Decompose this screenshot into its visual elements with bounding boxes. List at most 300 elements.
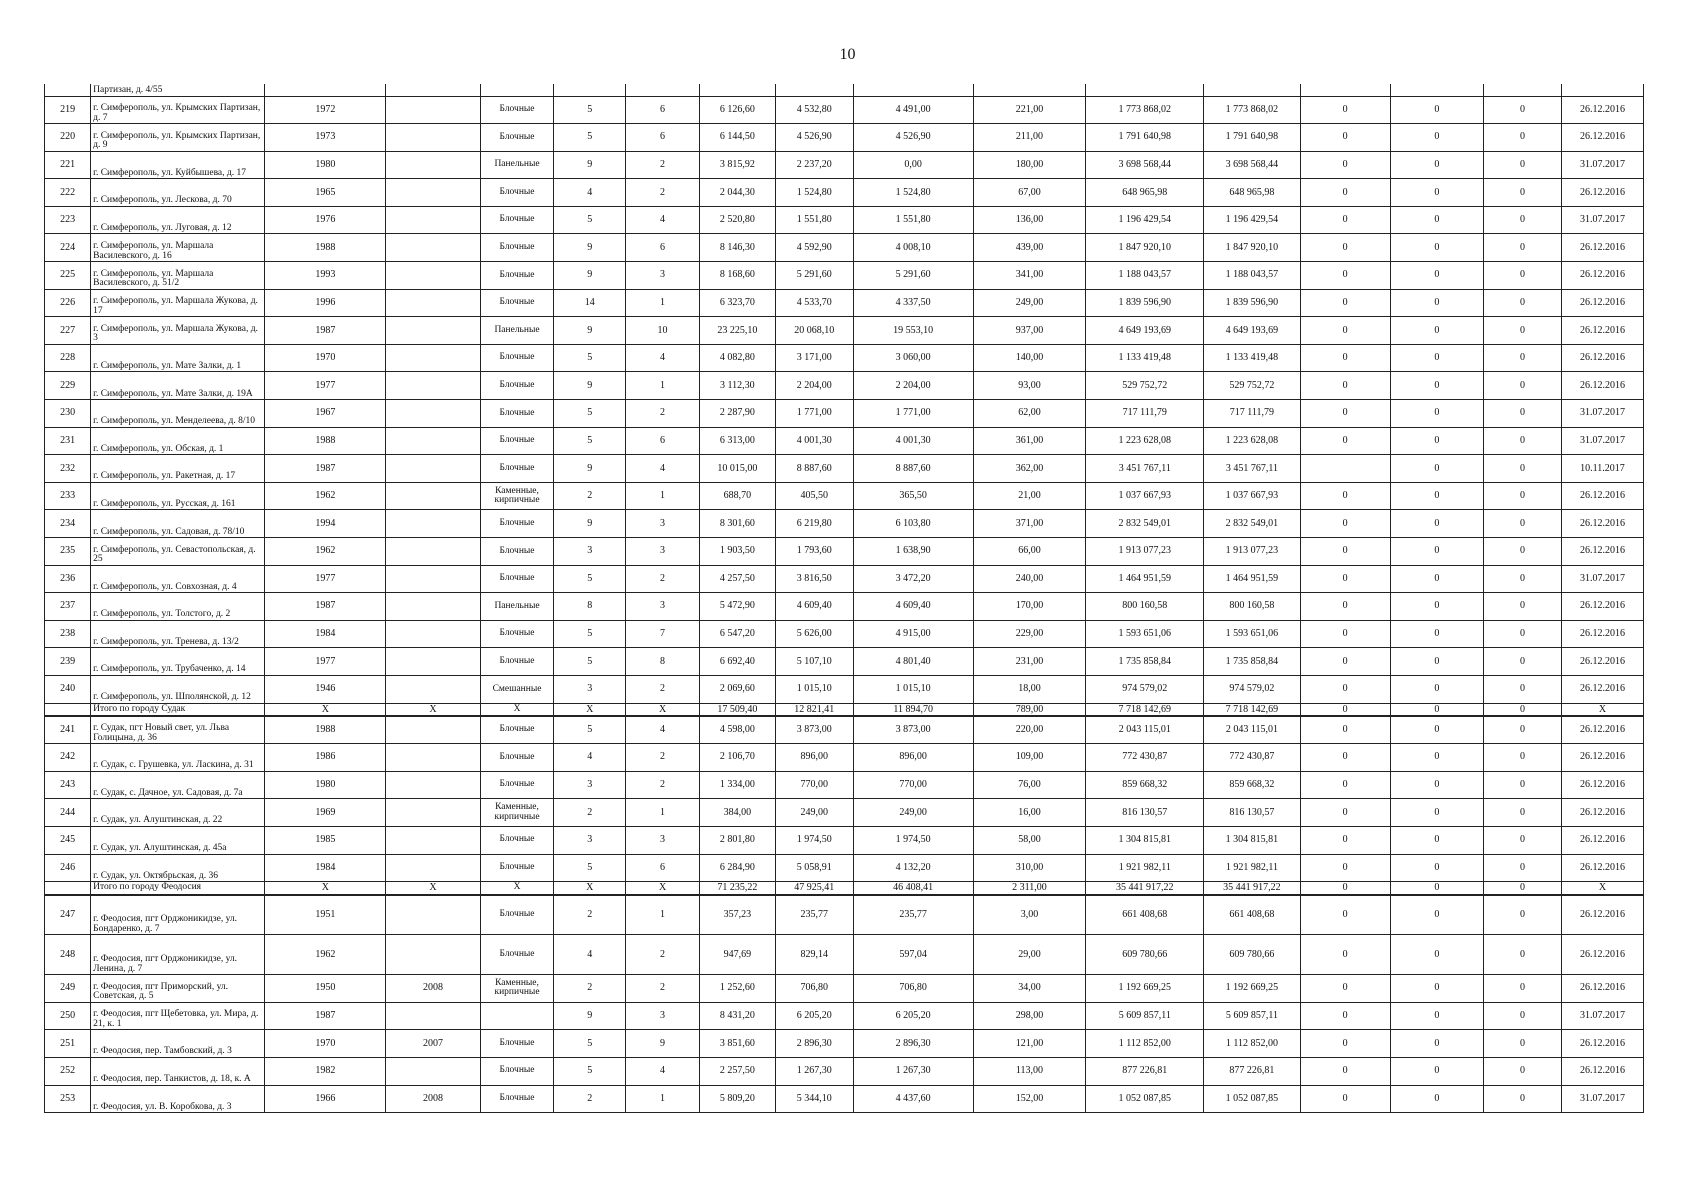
residents-cell: 16,00 [973, 799, 1086, 827]
row-number-cell: 227 [45, 317, 91, 345]
row-number-cell: 250 [45, 1002, 91, 1030]
residential-area-cell: 6 219,80 [775, 510, 853, 538]
address-cell: г. Симферополь, ул. Маршала Василевского, д. 16 [91, 234, 265, 262]
republic-funds-cell: 0 [1390, 151, 1483, 179]
entrances-cell: 2 [626, 151, 700, 179]
address-cell: г. Симферополь, ул. Куйбышева, д. 17 [91, 151, 265, 179]
local-funds-cell: 0 [1484, 510, 1562, 538]
residential-area-cell: 1 771,00 [775, 400, 853, 428]
residential-area-cell: 5 107,10 [775, 648, 853, 676]
overhaul-year-cell: X [386, 703, 480, 716]
total-cost-cell: 717 111,79 [1086, 400, 1204, 428]
residents-cell: 66,00 [973, 538, 1086, 566]
total-area-cell: 384,00 [699, 799, 775, 827]
owned-area-cell: 4 437,60 [853, 1085, 973, 1113]
owned-area-cell: 2 896,30 [853, 1030, 973, 1058]
commission-year-cell: 1988 [265, 716, 386, 744]
completion-date-cell: 26.12.2016 [1561, 317, 1643, 345]
federal-funds-cell: 0 [1300, 935, 1390, 975]
local-funds-cell: 0 [1484, 648, 1562, 676]
completion-date-cell: X [1561, 882, 1643, 895]
republic-funds-cell: 0 [1390, 234, 1483, 262]
row-number-cell: 241 [45, 716, 91, 744]
row-number-cell: 247 [45, 895, 91, 935]
floors-cell: 9 [554, 151, 626, 179]
federal-funds-cell: 0 [1300, 716, 1390, 744]
total-area-cell: 1 252,60 [699, 975, 775, 1003]
table-row [45, 234, 1644, 262]
residential-area-cell: 3 873,00 [775, 716, 853, 744]
overhaul-year-cell [386, 1002, 480, 1030]
federal-funds-cell: 0 [1300, 975, 1390, 1003]
local-funds-cell: 0 [1484, 455, 1562, 483]
overhaul-year-cell: 2008 [386, 1085, 480, 1113]
residential-area-cell: 6 205,20 [775, 1002, 853, 1030]
commission-year-cell: 1987 [265, 593, 386, 621]
commission-year-cell: 1987 [265, 1002, 386, 1030]
commission-year-cell: 1967 [265, 400, 386, 428]
floors-cell: 9 [554, 317, 626, 345]
residents-cell: 67,00 [973, 179, 1086, 207]
row-number-cell: 230 [45, 400, 91, 428]
republic-funds-cell: 0 [1390, 1002, 1483, 1030]
republic-funds-cell: 0 [1390, 206, 1483, 234]
wall-material-cell: Блочные [480, 289, 554, 317]
residents-cell: 18,00 [973, 675, 1086, 703]
republic-funds-cell: 0 [1390, 427, 1483, 455]
address-cell: г. Симферополь, ул. Тренева, д. 13/2 [91, 620, 265, 648]
total-area-cell: 6 284,90 [699, 854, 775, 882]
address-cell: г. Симферополь, ул. Шполянской, д. 12 [91, 675, 265, 703]
federal-funds-cell: 0 [1300, 675, 1390, 703]
commission-year-cell: 1985 [265, 826, 386, 854]
residential-area-cell: 2 237,20 [775, 151, 853, 179]
regional-fund-cell: 1 773 868,02 [1204, 96, 1300, 124]
local-funds-cell: 0 [1484, 289, 1562, 317]
address-cell: г. Симферополь, ул. Трубаченко, д. 14 [91, 648, 265, 676]
local-funds-cell: 0 [1484, 703, 1562, 716]
owned-area-cell: 0,00 [853, 151, 973, 179]
residents-cell: 310,00 [973, 854, 1086, 882]
total-area-cell: 8 146,30 [699, 234, 775, 262]
residents-cell: 113,00 [973, 1057, 1086, 1085]
entrances-cell: 1 [626, 799, 700, 827]
entrances-cell: 9 [626, 1030, 700, 1058]
local-funds-cell: 0 [1484, 1085, 1562, 1113]
address-cell: Итого по городу Судак [91, 703, 265, 716]
wall-material-cell: Блочные [480, 1085, 554, 1113]
overhaul-year-cell [386, 482, 480, 510]
owned-area-cell: 1 524,80 [853, 179, 973, 207]
overhaul-year-cell [386, 935, 480, 975]
wall-material-cell: Блочные [480, 620, 554, 648]
total-area-cell: 4 082,80 [699, 344, 775, 372]
residents-cell: 341,00 [973, 262, 1086, 290]
row-number-cell: 239 [45, 648, 91, 676]
overhaul-year-cell [386, 262, 480, 290]
regional-fund-cell: 609 780,66 [1204, 935, 1300, 975]
wall-material-cell: Блочные [480, 744, 554, 772]
wall-material-cell: Блочные [480, 648, 554, 676]
floors-cell: 4 [554, 179, 626, 207]
federal-funds-cell: 0 [1300, 593, 1390, 621]
total-area-cell: 3 851,60 [699, 1030, 775, 1058]
row-number-cell: 231 [45, 427, 91, 455]
overhaul-year-cell [386, 455, 480, 483]
republic-funds-cell: 0 [1390, 895, 1483, 935]
table-row [45, 593, 1644, 621]
floors-cell: 3 [554, 538, 626, 566]
address-cell: г. Симферополь, ул. Менделеева, д. 8/10 [91, 400, 265, 428]
total-cost-cell: 1 196 429,54 [1086, 206, 1204, 234]
floors-cell: 2 [554, 799, 626, 827]
owned-area-cell: 3 060,00 [853, 344, 973, 372]
local-funds-cell: 0 [1484, 895, 1562, 935]
address-cell: г. Симферополь, ул. Маршала Жукова, д. 17 [91, 289, 265, 317]
regional-fund-cell: 1 839 596,90 [1204, 289, 1300, 317]
residential-area-cell: 4 526,90 [775, 124, 853, 152]
republic-funds-cell: 0 [1390, 771, 1483, 799]
commission-year-cell: 1951 [265, 895, 386, 935]
local-funds-cell: 0 [1484, 935, 1562, 975]
local-funds-cell: 0 [1484, 482, 1562, 510]
completion-date-cell: 26.12.2016 [1561, 799, 1643, 827]
row-number-cell: 233 [45, 482, 91, 510]
row-number-cell: 220 [45, 124, 91, 152]
residential-area-cell: 1 551,80 [775, 206, 853, 234]
table-row [45, 565, 1644, 593]
overhaul-year-cell [386, 179, 480, 207]
table-row [45, 1057, 1644, 1085]
completion-date-cell: 31.07.2017 [1561, 427, 1643, 455]
address-cell: г. Симферополь, ул. Мате Залки, д. 1 [91, 344, 265, 372]
total-cost-cell: 1 133 419,48 [1086, 344, 1204, 372]
owned-area-cell: 706,80 [853, 975, 973, 1003]
wall-material-cell: Блочные [480, 372, 554, 400]
completion-date-cell: 26.12.2016 [1561, 648, 1643, 676]
regional-fund-cell: 1 223 628,08 [1204, 427, 1300, 455]
address-cell: г. Феодосия, пгт Щебетовка, ул. Мира, д. 21, к. 1 [91, 1002, 265, 1030]
entrances-cell: 1 [626, 289, 700, 317]
republic-funds-cell: 0 [1390, 593, 1483, 621]
row-number-cell: 253 [45, 1085, 91, 1113]
completion-date-cell: 10.11.2017 [1561, 455, 1643, 483]
floors-cell: 5 [554, 400, 626, 428]
entrances-cell: 4 [626, 1057, 700, 1085]
wall-material-cell: Блочные [480, 935, 554, 975]
overhaul-year-cell: X [386, 882, 480, 895]
row-number-cell [45, 882, 91, 895]
table-row [45, 151, 1644, 179]
table-row [45, 372, 1644, 400]
federal-funds-cell: 0 [1300, 344, 1390, 372]
total-cost-cell: 1 735 858,84 [1086, 648, 1204, 676]
commission-year-cell: 1962 [265, 935, 386, 975]
floors-cell: 2 [554, 975, 626, 1003]
total-cost-cell: 1 791 640,98 [1086, 124, 1204, 152]
table-row [45, 799, 1644, 827]
commission-year-cell: 1970 [265, 344, 386, 372]
local-funds-cell: 0 [1484, 344, 1562, 372]
owned-area-cell: 4 001,30 [853, 427, 973, 455]
wall-material-cell: Блочные [480, 771, 554, 799]
floors-cell: 5 [554, 1030, 626, 1058]
overhaul-year-cell: 2007 [386, 1030, 480, 1058]
federal-funds-cell: 0 [1300, 1057, 1390, 1085]
owned-area-cell: 4 132,20 [853, 854, 973, 882]
overhaul-year-cell [386, 124, 480, 152]
total-cost-cell: 1 913 077,23 [1086, 538, 1204, 566]
republic-funds-cell: 0 [1390, 124, 1483, 152]
residents-cell: 220,00 [973, 716, 1086, 744]
completion-date-cell: 26.12.2016 [1561, 771, 1643, 799]
local-funds-cell: 0 [1484, 179, 1562, 207]
overhaul-year-cell [386, 675, 480, 703]
total-cost-cell: 5 609 857,11 [1086, 1002, 1204, 1030]
address-cell: г. Феодосия, пгт Орджоникидзе, ул. Бондаренко, д. 7 [91, 895, 265, 935]
federal-funds-cell: 0 [1300, 771, 1390, 799]
table-row [45, 716, 1644, 744]
regional-fund-cell: 1 304 815,81 [1204, 826, 1300, 854]
local-funds-cell: 0 [1484, 854, 1562, 882]
entrances-cell: 3 [626, 262, 700, 290]
republic-funds-cell: 0 [1390, 826, 1483, 854]
residential-area-cell: 47 925,41 [775, 882, 853, 895]
address-cell: г. Симферополь, ул. Маршала Василевского, д. 51/2 [91, 262, 265, 290]
regional-fund-cell: 661 408,68 [1204, 895, 1300, 935]
overhaul-year-cell [386, 799, 480, 827]
total-cost-cell: 3 698 568,44 [1086, 151, 1204, 179]
owned-area-cell: 1 015,10 [853, 675, 973, 703]
republic-funds-cell: 0 [1390, 510, 1483, 538]
regional-fund-cell: 7 718 142,69 [1204, 703, 1300, 716]
completion-date-cell: 26.12.2016 [1561, 935, 1643, 975]
republic-funds-cell: 0 [1390, 935, 1483, 975]
total-cost-cell: 609 780,66 [1086, 935, 1204, 975]
owned-area-cell: 4 801,40 [853, 648, 973, 676]
republic-funds-cell: 0 [1390, 744, 1483, 772]
entrances-cell: 4 [626, 716, 700, 744]
regional-fund-cell: 648 965,98 [1204, 179, 1300, 207]
owned-area-cell: 6 103,80 [853, 510, 973, 538]
address-cell: г. Симферополь, ул. Совхозная, д. 4 [91, 565, 265, 593]
republic-funds-cell: 0 [1390, 675, 1483, 703]
total-area-cell: 3 815,92 [699, 151, 775, 179]
regional-fund-cell: 1 112 852,00 [1204, 1030, 1300, 1058]
residents-cell: 240,00 [973, 565, 1086, 593]
republic-funds-cell: 0 [1390, 648, 1483, 676]
floors-cell: 5 [554, 648, 626, 676]
federal-funds-cell: 0 [1300, 151, 1390, 179]
wall-material-cell: Блочные [480, 124, 554, 152]
floors-cell: 5 [554, 96, 626, 124]
federal-funds-cell: 0 [1300, 482, 1390, 510]
row-number-cell: 248 [45, 935, 91, 975]
total-cost-cell: 4 649 193,69 [1086, 317, 1204, 345]
wall-material-cell: Блочные [480, 510, 554, 538]
owned-area-cell: 2 204,00 [853, 372, 973, 400]
table-row [45, 179, 1644, 207]
table-row [45, 771, 1644, 799]
entrances-cell: 2 [626, 400, 700, 428]
completion-date-cell: 26.12.2016 [1561, 372, 1643, 400]
residents-cell: 180,00 [973, 151, 1086, 179]
wall-material-cell: Блочные [480, 1030, 554, 1058]
regional-fund-cell: 717 111,79 [1204, 400, 1300, 428]
residential-area-cell: 5 058,91 [775, 854, 853, 882]
entrances-cell: 3 [626, 538, 700, 566]
floors-cell: 3 [554, 771, 626, 799]
commission-year-cell: 1982 [265, 1057, 386, 1085]
federal-funds-cell: 0 [1300, 1002, 1390, 1030]
republic-funds-cell: 0 [1390, 262, 1483, 290]
floors-cell: 5 [554, 716, 626, 744]
federal-funds-cell: 0 [1300, 799, 1390, 827]
federal-funds-cell: 0 [1300, 620, 1390, 648]
republic-funds-cell: 0 [1390, 344, 1483, 372]
republic-funds-cell: 0 [1390, 400, 1483, 428]
federal-funds-cell: 0 [1300, 1030, 1390, 1058]
address-cell: г. Феодосия, пер. Танкистов, д. 18, к. А [91, 1057, 265, 1085]
table-row [45, 344, 1644, 372]
federal-funds-cell: 0 [1300, 96, 1390, 124]
total-area-cell: 2 069,60 [699, 675, 775, 703]
residential-area-cell: 3 171,00 [775, 344, 853, 372]
residential-area-cell: 2 896,30 [775, 1030, 853, 1058]
regional-fund-cell: 35 441 917,22 [1204, 882, 1300, 895]
completion-date-cell: 26.12.2016 [1561, 96, 1643, 124]
row-number-cell: 242 [45, 744, 91, 772]
address-cell: г. Симферополь, ул. Севастопольская, д. 25 [91, 538, 265, 566]
residential-area-cell: 8 887,60 [775, 455, 853, 483]
floors-cell: 5 [554, 427, 626, 455]
republic-funds-cell: 0 [1390, 1085, 1483, 1113]
entrances-cell: 3 [626, 826, 700, 854]
total-cost-cell: 1 188 043,57 [1086, 262, 1204, 290]
floors-cell: 2 [554, 1085, 626, 1113]
residents-cell: 21,00 [973, 482, 1086, 510]
residents-cell: 249,00 [973, 289, 1086, 317]
total-area-cell: 2 044,30 [699, 179, 775, 207]
local-funds-cell: 0 [1484, 882, 1562, 895]
completion-date-cell: 26.12.2016 [1561, 716, 1643, 744]
total-area-cell: 4 257,50 [699, 565, 775, 593]
wall-material-cell: Блочные [480, 427, 554, 455]
total-area-cell: 8 168,60 [699, 262, 775, 290]
row-number-cell: 236 [45, 565, 91, 593]
federal-funds-cell: 0 [1300, 427, 1390, 455]
overhaul-year-cell [386, 317, 480, 345]
owned-area-cell: 896,00 [853, 744, 973, 772]
republic-funds-cell: 0 [1390, 1030, 1483, 1058]
table-row [45, 400, 1644, 428]
local-funds-cell: 0 [1484, 234, 1562, 262]
total-cost-cell: 35 441 917,22 [1086, 882, 1204, 895]
total-area-cell: 5 809,20 [699, 1085, 775, 1113]
total-area-cell: 3 112,30 [699, 372, 775, 400]
owned-area-cell: 3 472,20 [853, 565, 973, 593]
commission-year-cell: 1946 [265, 675, 386, 703]
row-number-cell: 249 [45, 975, 91, 1003]
residents-cell: 34,00 [973, 975, 1086, 1003]
federal-funds-cell: 0 [1300, 744, 1390, 772]
regional-fund-cell: 2 832 549,01 [1204, 510, 1300, 538]
residential-area-cell: 5 626,00 [775, 620, 853, 648]
total-area-cell: 357,23 [699, 895, 775, 935]
entrances-cell: 2 [626, 935, 700, 975]
row-number-cell: 237 [45, 593, 91, 621]
completion-date-cell: 26.12.2016 [1561, 538, 1643, 566]
republic-funds-cell: 0 [1390, 799, 1483, 827]
residential-area-cell: 5 291,60 [775, 262, 853, 290]
floors-cell: 5 [554, 620, 626, 648]
completion-date-cell: 26.12.2016 [1561, 675, 1643, 703]
entrances-cell: 10 [626, 317, 700, 345]
regional-fund-cell: 3 698 568,44 [1204, 151, 1300, 179]
floors-cell: 9 [554, 510, 626, 538]
total-area-cell: 5 472,90 [699, 593, 775, 621]
republic-funds-cell: 0 [1390, 882, 1483, 895]
regional-fund-cell: 1 464 951,59 [1204, 565, 1300, 593]
owned-area-cell: 1 974,50 [853, 826, 973, 854]
local-funds-cell: 0 [1484, 1002, 1562, 1030]
carryover-address: Партизан, д. 4/55 [91, 84, 265, 96]
floors-cell: X [554, 882, 626, 895]
commission-year-cell: 1962 [265, 538, 386, 566]
total-cost-cell: 800 160,58 [1086, 593, 1204, 621]
wall-material-cell: Блочные [480, 826, 554, 854]
regional-fund-cell: 1 735 858,84 [1204, 648, 1300, 676]
row-number-cell: 246 [45, 854, 91, 882]
residents-cell: 371,00 [973, 510, 1086, 538]
owned-area-cell: 4 337,50 [853, 289, 973, 317]
completion-date-cell: 26.12.2016 [1561, 289, 1643, 317]
commission-year-cell: 1950 [265, 975, 386, 1003]
floors-cell: 9 [554, 372, 626, 400]
federal-funds-cell: 0 [1300, 826, 1390, 854]
address-cell: г. Симферополь, ул. Обская, д. 1 [91, 427, 265, 455]
overhaul-year-cell [386, 744, 480, 772]
residential-area-cell: 405,50 [775, 482, 853, 510]
total-cost-cell: 2 043 115,01 [1086, 716, 1204, 744]
local-funds-cell: 0 [1484, 427, 1562, 455]
residential-area-cell: 896,00 [775, 744, 853, 772]
federal-funds-cell: 0 [1300, 262, 1390, 290]
overhaul-year-cell [386, 344, 480, 372]
local-funds-cell: 0 [1484, 1057, 1562, 1085]
total-cost-cell: 1 839 596,90 [1086, 289, 1204, 317]
total-cost-cell: 1 773 868,02 [1086, 96, 1204, 124]
republic-funds-cell: 0 [1390, 620, 1483, 648]
overhaul-year-cell [386, 96, 480, 124]
owned-area-cell: 4 915,00 [853, 620, 973, 648]
row-number-cell: 225 [45, 262, 91, 290]
commission-year-cell: 1962 [265, 482, 386, 510]
republic-funds-cell: 0 [1390, 289, 1483, 317]
wall-material-cell: Блочные [480, 854, 554, 882]
address-cell: г. Симферополь, ул. Луговая, д. 12 [91, 206, 265, 234]
floors-cell: 5 [554, 344, 626, 372]
total-cost-cell: 7 718 142,69 [1086, 703, 1204, 716]
wall-material-cell: Смешанные [480, 675, 554, 703]
total-area-cell: 71 235,22 [699, 882, 775, 895]
residents-cell: 62,00 [973, 400, 1086, 428]
total-area-cell: 6 313,00 [699, 427, 775, 455]
owned-area-cell: 1 551,80 [853, 206, 973, 234]
address-cell: г. Симферополь, ул. Лескова, д. 70 [91, 179, 265, 207]
residents-cell: 362,00 [973, 455, 1086, 483]
commission-year-cell: 1984 [265, 854, 386, 882]
